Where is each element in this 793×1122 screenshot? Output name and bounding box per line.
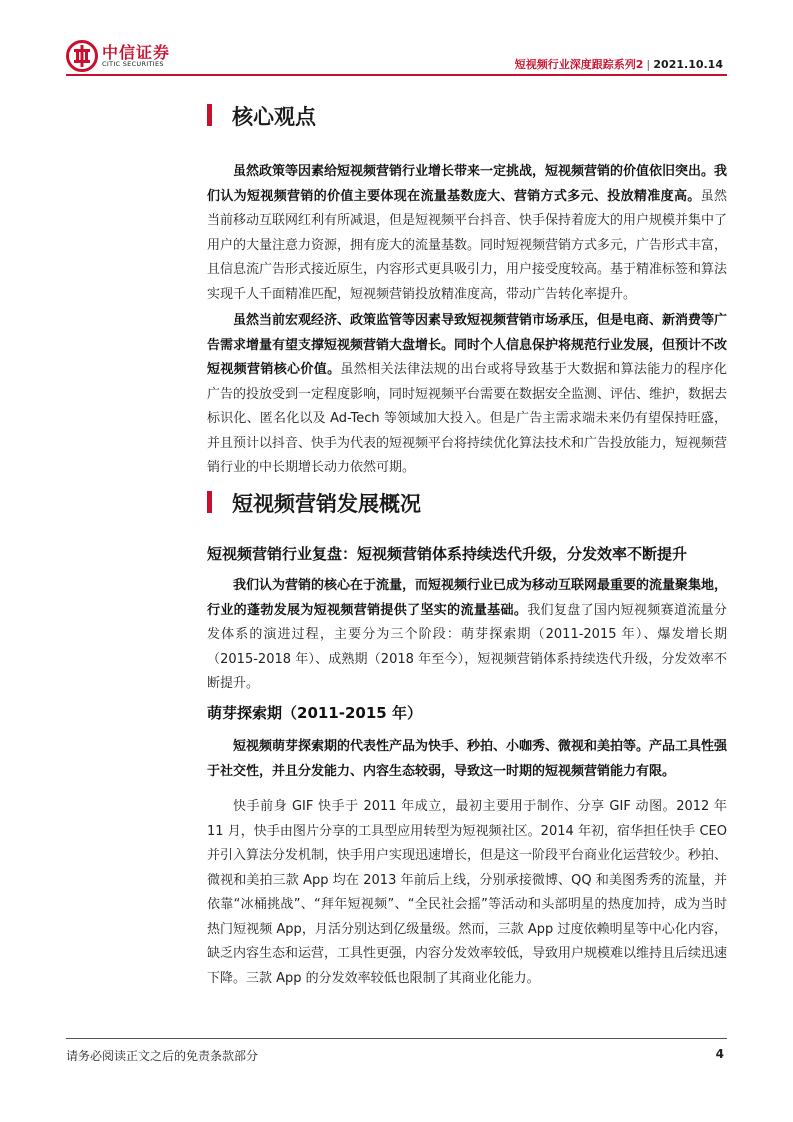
core-paragraph-1-text: 虽然当前移动互联网红利有所减退，但是短视频平台抖音、快手保持着庞大的用户规模并集中了用户的大量注意力资源，拥有庞大的流量基数。同时短视频营销方式多元，广告形式丰富，且信息流广告形式接近原生，内容形式更具吸引力，用户接受度较高。基于精准标签和算法实现千人千面精准匹配，短视频营销投放精准度高，带动广告转化率提升。 [207,188,728,302]
phase-heading: 萌芽探索期（2011-2015 年） [207,704,422,722]
section-marker-core [207,104,212,126]
page-header [0,0,793,80]
section-heading-overview: 短视频营销发展概况 [232,492,421,516]
footer-disclaimer: 请务必阅读正文之后的免责条款部分 [66,1049,259,1063]
header-separator: | [646,58,651,71]
overview-paragraph-1-bold: 我们认为营销的核心在于流量，而短视频行业已成为移动互联网最重要的流量聚集地，行业的蓬勃发展为短视频营销提供了坚实的流量基础。 [207,578,728,618]
phase-detail-text: 快手前身 GIF 快手于 2011 年成立，最初主要用于制作、分享 GIF 动图。2012 年 11 月，快手由图片分享的工具型应用转型为短视频社区。2014 年初，宿华担任快手 CEO 并引入算法分发机制，快手用户实现迅速增长，但是这一阶段平台商业化运营较少。秒拍、微视和美拍三款 App 均在 2013 年前后上线，分别承接微博、QQ 和美图秀秀的流量，并依靠“冰桶挑战”、“拜年短视频”、“全民社会摇”等活动和头部明星的热度加持，成为当时热门短视频 App，月活分别达到亿级量级。然而，三款 App 过度依赖明星等中心化内容，缺乏内容生态和运营，工具性更强，内容分发效率较低，导致用户规模难以维持且后续迅速下降。三款 App 的分发效率较低也限制了其商业化能力。 [207,799,728,986]
page-number: 4 [715,1047,724,1061]
core-paragraph-2-text: 虽然相关法律法规的出台或将导致基于大数据和算法能力的程序化广告的投放受到一定程度影响，同时短视频平台需要在数据安全监测、评估、维护，数据去标识化、匿名化以及 Ad-Tech 等领域加大投入。但是广告主需求端未来仍有望保持旺盛，并且预计以抖音、快手为代表的短视频平台将持续优化算法技术和广告投放能力，短视频营销行业的中长期增长动力依然可期。 [207,362,728,475]
header-divider [66,74,727,76]
section-heading-core: 核心观点 [232,105,316,129]
core-paragraph-2-bold: 虽然当前宏观经济、政策监管等因素导致短视频营销市场承压，但是电商、新消费等广告需求增量有望支撑短视频营销大盘增长。同时个人信息保护将规范行业发展，但预计不改短视频营销核心价值。 [207,313,728,377]
core-paragraph-1 [207,160,727,307]
phase-paragraph-bold [207,735,727,784]
report-series: 短视频行业深度跟踪系列2 [514,58,644,71]
header-report-info [515,56,723,72]
core-paragraph-1-bold: 虽然政策等因素给短视频营销行业增长带来一定挑战，短视频营销的价值依旧突出。我们认为短视频营销的价值主要体现在流量基数庞大、营销方式多元、投放精准度高。 [207,164,728,204]
overview-subheading: 短视频营销行业复盘：短视频营销体系持续迭代升级，分发效率不断提升 [207,545,688,563]
logo-english-name: CITIC SECURITIES [102,60,164,68]
phase-paragraph-detail [207,795,727,991]
footer-divider [66,1038,727,1039]
logo-chinese-name: 中信证券 [102,43,171,62]
citic-logo-icon [66,40,98,72]
phase-summary-bold: 短视频萌芽探索期的代表性产品为快手、秒拍、小咖秀、微视和美拍等。产品工具性强于社交性，并且分发能力、内容生态较弱，导致这一时期的短视频营销能力有限。 [207,739,728,779]
overview-paragraph-1 [207,574,727,697]
overview-paragraph-1-text: 我们复盘了国内短视频赛道流量分发体系的演进过程，主要分为三个阶段：萌芽探索期（2011-2015 年）、爆发增长期（2015-2018 年）、成熟期（2018 年至今），短视频营销体系持续迭代升级，分发效率不断提升。 [207,602,727,691]
core-paragraph-2 [207,309,727,481]
section-marker-overview [207,491,212,513]
report-date: 2021.10.14 [653,58,723,71]
